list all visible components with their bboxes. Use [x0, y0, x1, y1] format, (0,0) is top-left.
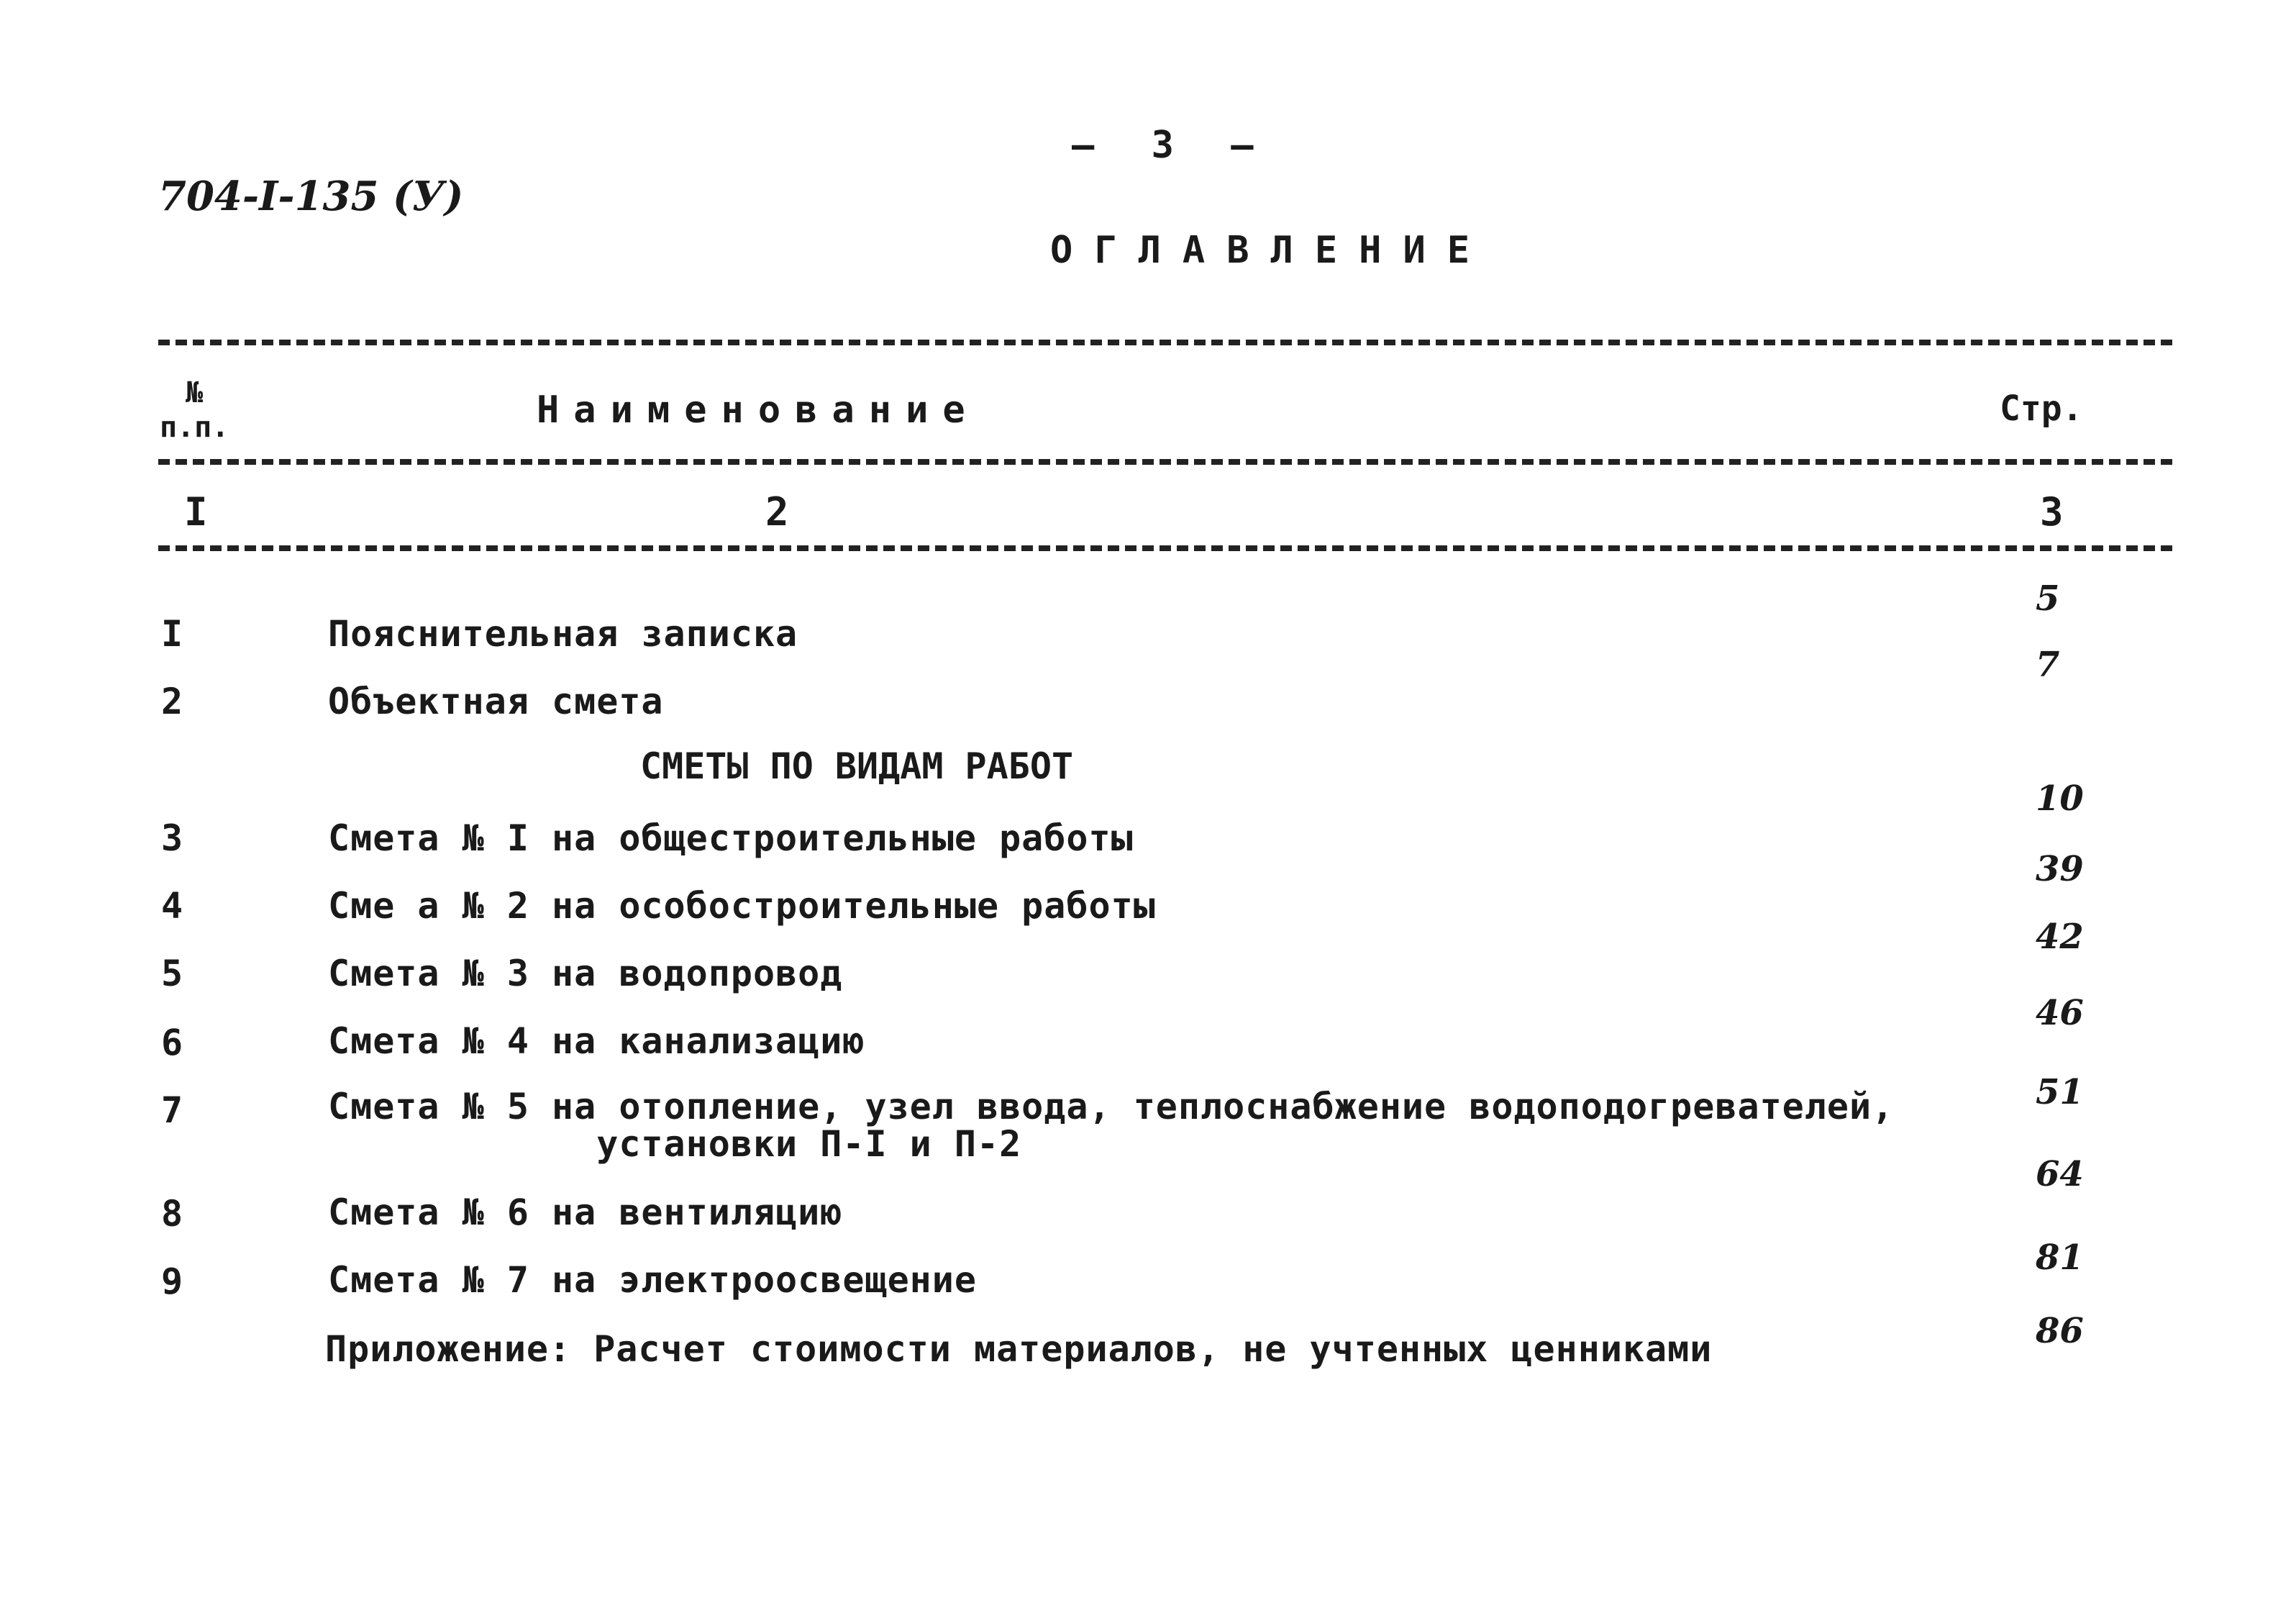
column-number-rule	[158, 545, 2172, 551]
row-title: Смета № 3 на водопровод	[328, 953, 843, 994]
row-page: 64	[2036, 1154, 2084, 1194]
column-number-3: 3	[2040, 489, 2064, 535]
row-page: 10	[2036, 778, 2084, 819]
row-page: 46	[2036, 993, 2084, 1033]
column-number-1: I	[184, 489, 208, 535]
row-title: Сме а № 2 на особостроительные работы	[328, 885, 1156, 927]
row-page: 7	[2036, 645, 2060, 685]
column-header-name: Наименование	[537, 389, 980, 432]
row-page: 81	[2036, 1238, 2084, 1278]
header-rule	[158, 459, 2172, 465]
row-title: Смета № I на общестроительные работы	[328, 817, 1134, 859]
row-title: Смета № 5 на отопление, узел ввода, теплоснабжение водоподогревателей, установки П-I и П-2	[328, 1086, 1895, 1165]
row-number: 7	[161, 1089, 184, 1131]
row-number: 8	[161, 1193, 184, 1235]
row-title: Смета № 7 на электроосвещение	[328, 1259, 977, 1301]
row-number: 6	[161, 1022, 184, 1063]
row-page: 42	[2036, 917, 2084, 957]
column-header-page: Стр.	[2000, 389, 2083, 429]
page-title: ОГЛАВЛЕНИЕ	[1050, 229, 1492, 272]
row-number: 5	[161, 953, 184, 994]
row-number: 9	[161, 1261, 184, 1302]
row-title: Смета № 6 на вентиляцию	[328, 1191, 843, 1233]
document-code: 704-I-135 (У)	[158, 173, 464, 220]
table-top-rule	[158, 340, 2172, 345]
page-number: — 3 —	[1072, 124, 1271, 167]
row-title: Пояснительная записка	[328, 613, 798, 655]
row-number: 4	[161, 885, 184, 927]
row-page: 51	[2036, 1072, 2084, 1112]
appendix-title: Приложение: Расчет стоимости материалов, не учтенных ценниками	[325, 1328, 1713, 1370]
section-heading: СМЕТЫ ПО ВИДАМ РАБОТ	[640, 745, 1074, 787]
row-number: 2	[161, 681, 184, 722]
row-page: 39	[2036, 849, 2084, 889]
column-number-2: 2	[765, 489, 789, 535]
column-header-number: № п.п.	[160, 376, 229, 444]
appendix-page: 86	[2036, 1311, 2084, 1351]
row-number: 3	[161, 817, 184, 859]
row-number: I	[161, 613, 184, 655]
row-title: Смета № 4 на канализацию	[328, 1020, 865, 1062]
row-page: 5	[2036, 578, 2060, 619]
row-title: Объектная смета	[328, 681, 664, 722]
